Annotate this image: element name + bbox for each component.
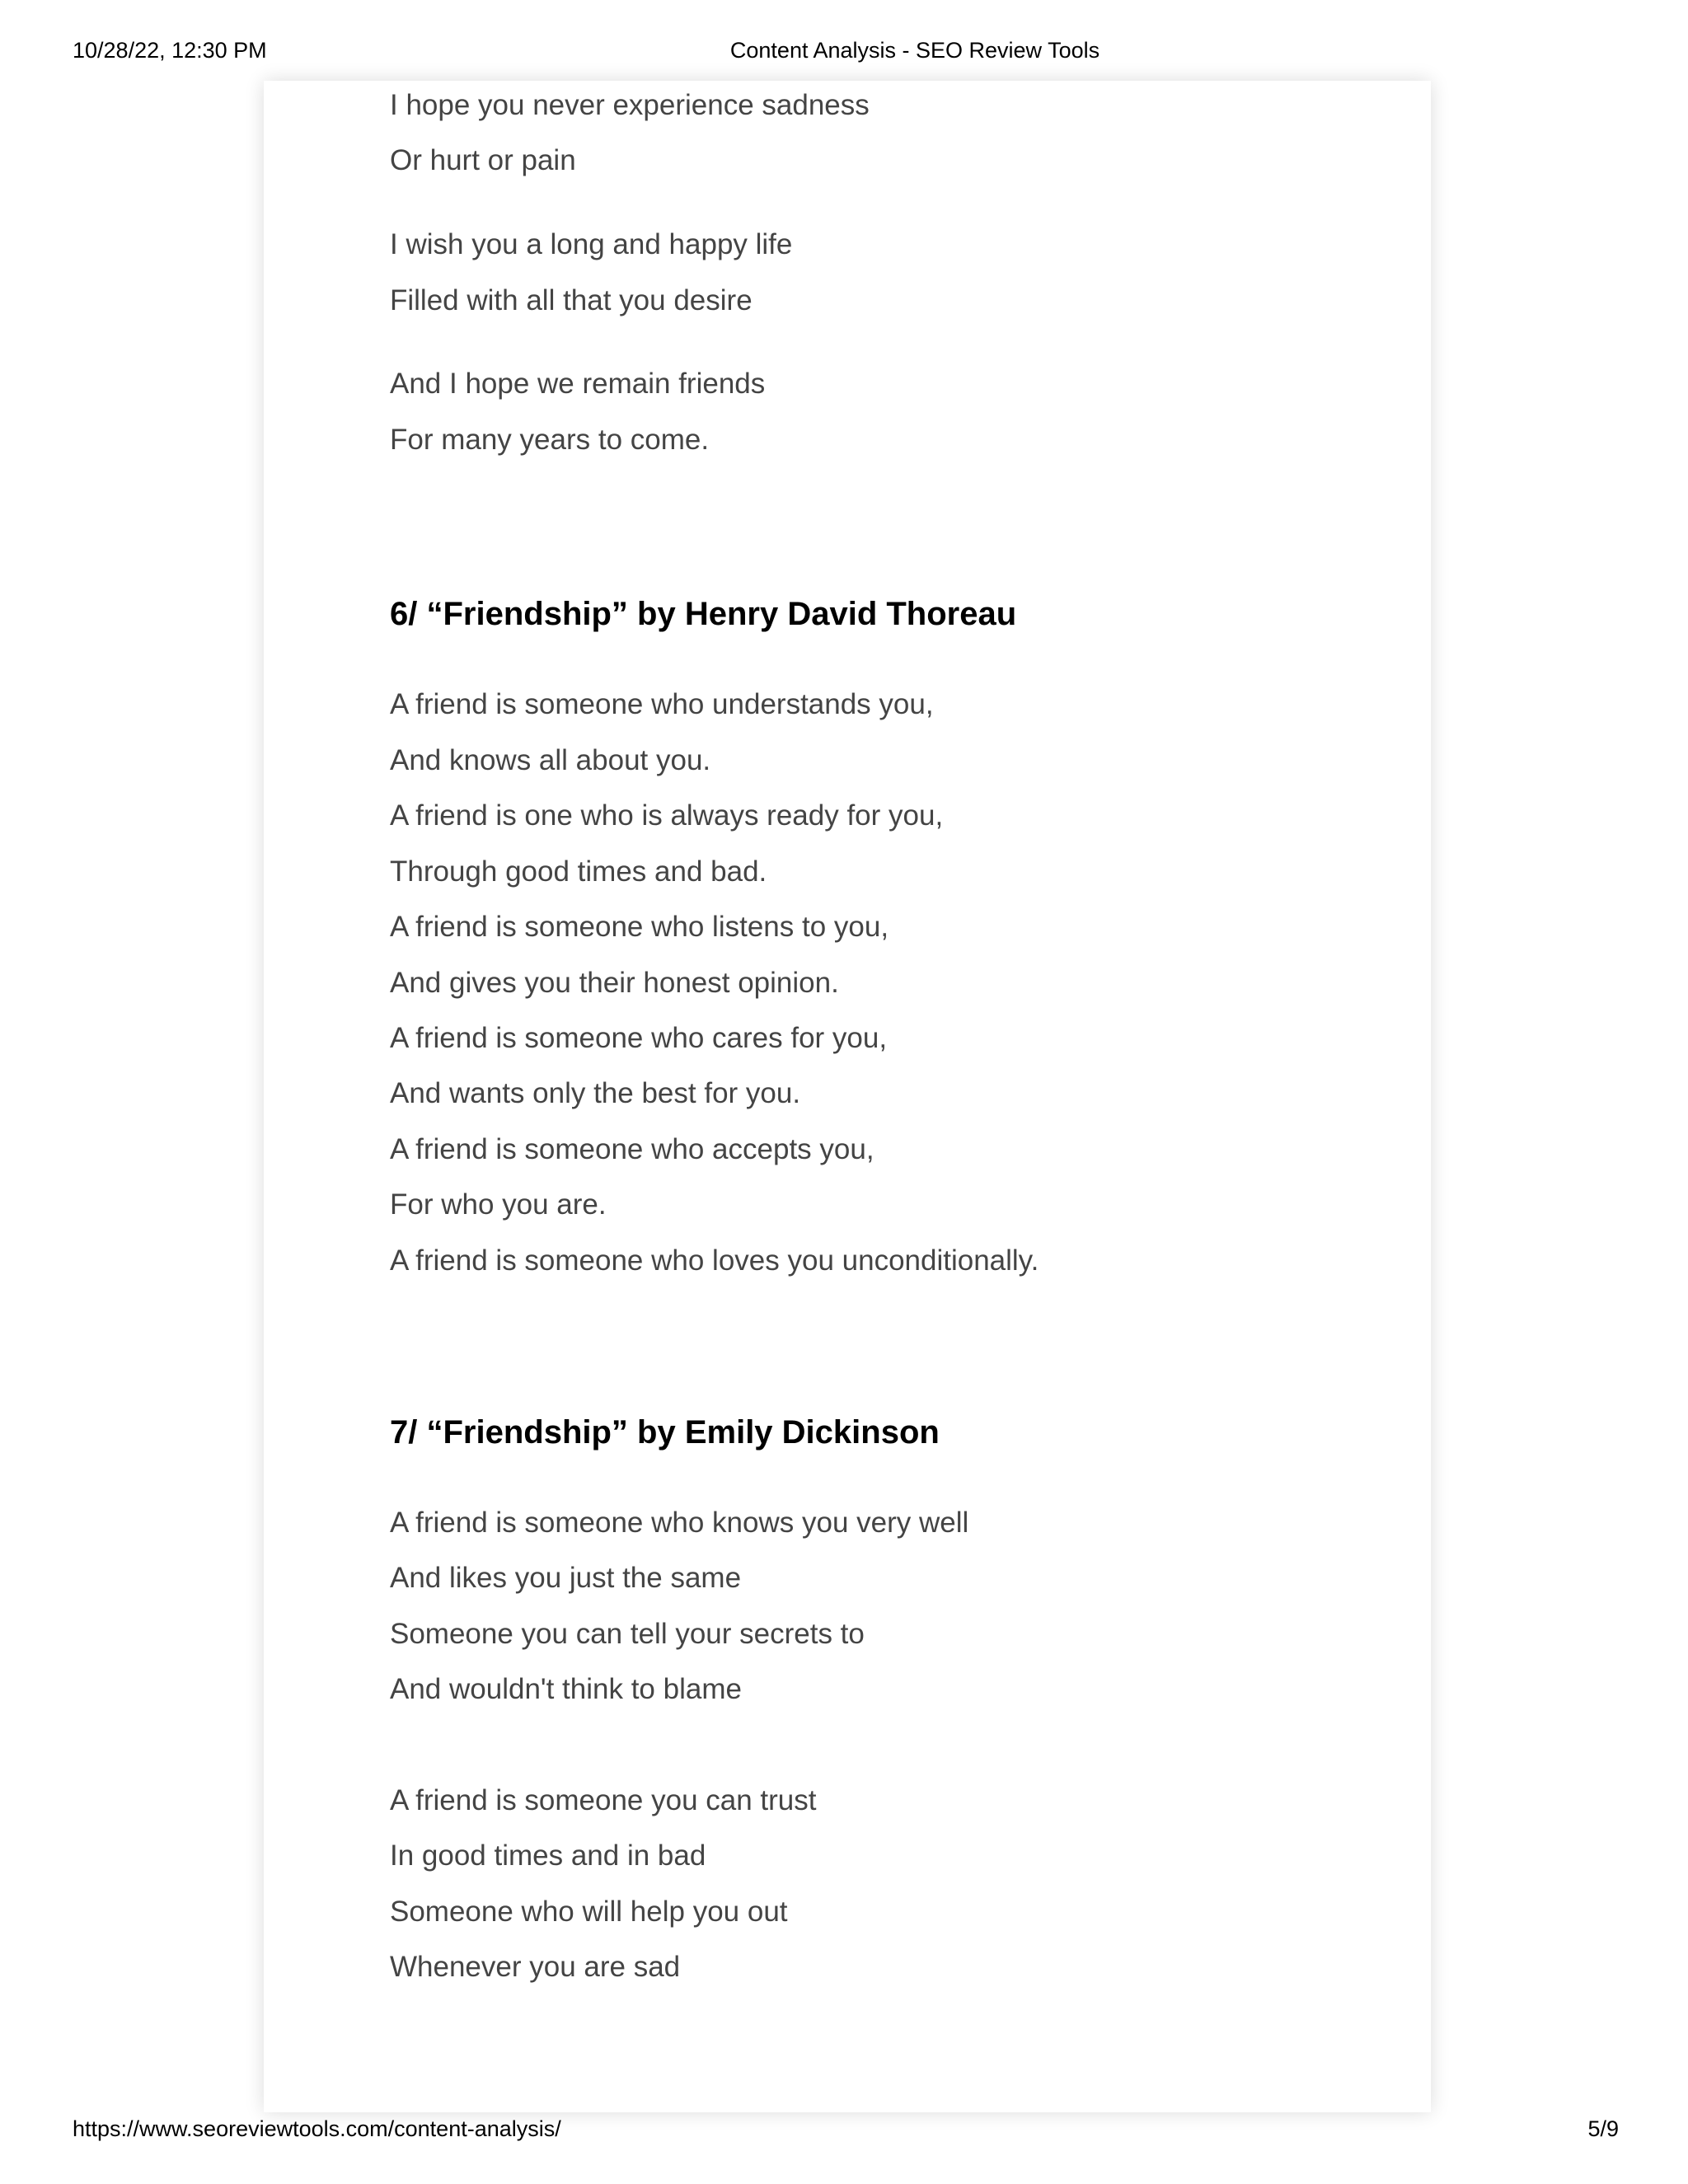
poem-line: Whenever you are sad	[390, 1951, 681, 1983]
page-number: 5/9	[1587, 2116, 1619, 2141]
poem-line: A friend is one who is always ready for you,	[390, 799, 944, 832]
poem-line: And gives you their honest opinion.	[390, 967, 839, 999]
poem-line: And wants only the best for you.	[390, 1077, 801, 1109]
poem-line: And likes you just the same	[390, 1562, 742, 1594]
poem-line: A friend is someone who loves you unconditionally.	[390, 1244, 1039, 1277]
print-url: https://www.seoreviewtools.com/content-analysis/	[73, 2116, 561, 2141]
poem-line: A friend is someone who accepts you,	[390, 1133, 874, 1165]
print-page-title: Content Analysis - SEO Review Tools	[729, 38, 1100, 63]
print-footer	[0, 2116, 1688, 2149]
poem-line: I wish you a long and happy life	[390, 228, 793, 260]
poem-line: Or hurt or pain	[390, 144, 576, 176]
poem-line: Filled with all that you desire	[390, 284, 753, 316]
poem-line: A friend is someone you can trust	[390, 1784, 817, 1816]
poem-heading: 6/ “Friendship” by Henry David Thoreau	[390, 596, 1017, 632]
poem-line: A friend is someone who knows you very well	[390, 1507, 969, 1539]
poem-line: A friend is someone who understands you,	[390, 688, 934, 720]
poem-line: And knows all about you.	[390, 744, 711, 776]
poem-line: For who you are.	[390, 1188, 607, 1221]
poem-line: And wouldn't think to blame	[390, 1673, 742, 1705]
print-datetime: 10/28/22, 12:30 PM	[73, 38, 267, 63]
poem-line: Someone you can tell your secrets to	[390, 1618, 865, 1650]
poem-line: Through good times and bad.	[390, 855, 767, 888]
poem-line: Someone who will help you out	[390, 1896, 788, 1928]
poem-line: I hope you never experience sadness	[390, 89, 870, 121]
poem-line: In good times and in bad	[390, 1840, 706, 1872]
poem-heading: 7/ “Friendship” by Emily Dickinson	[390, 1414, 940, 1451]
poem-line: For many years to come.	[390, 424, 710, 456]
poem-line: A friend is someone who listens to you,	[390, 911, 889, 943]
poem-line: And I hope we remain friends	[390, 368, 766, 400]
poem-line: A friend is someone who cares for you,	[390, 1022, 888, 1054]
article-content	[390, 0, 1379, 2184]
